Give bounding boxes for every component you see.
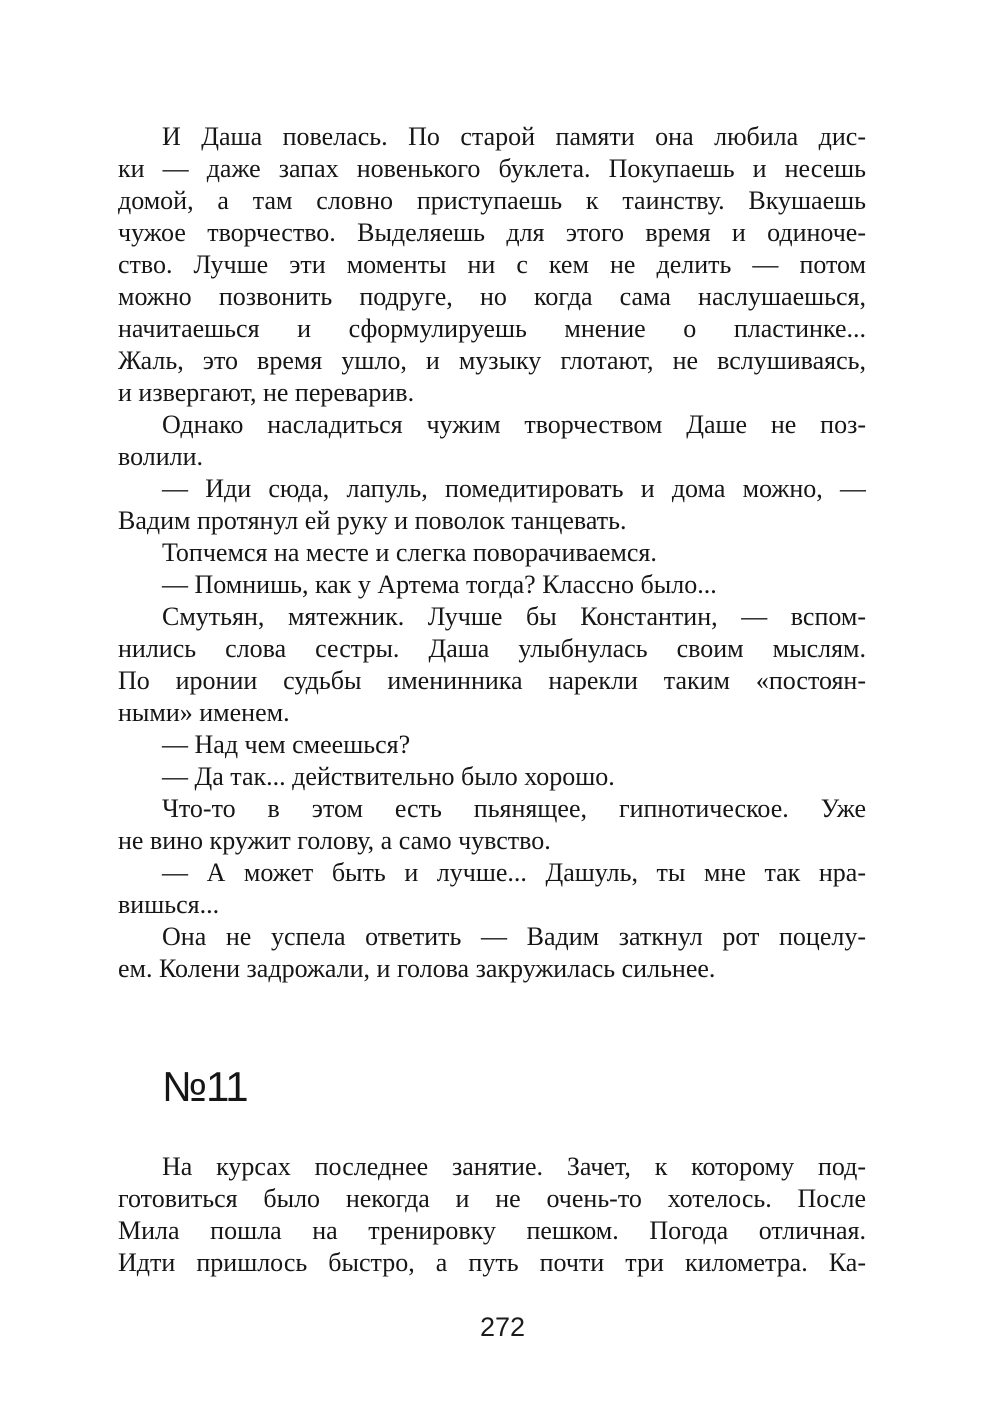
paragraph <box>118 121 866 409</box>
paragraph <box>118 409 866 473</box>
paragraph <box>118 761 866 793</box>
section-heading: №11 <box>162 1063 248 1110</box>
paragraph <box>118 601 866 729</box>
paragraph <box>118 729 866 761</box>
paragraph <box>118 857 866 921</box>
text-line: Смутьян, мятежник. Лучше бы Константин, — вспом- <box>162 602 866 631</box>
text-line: Идти пришлось быстро, а путь почти три километра. Ка- <box>118 1248 866 1277</box>
text-block <box>118 121 866 1279</box>
paragraph <box>118 473 866 537</box>
text-line: и извергают, не переварив. <box>118 378 415 407</box>
text-line: можно позвонить подруге, но когда сама наслушаешься, <box>118 282 866 311</box>
text-line: Она не успела ответить — Вадим заткнул рот поцелу- <box>162 922 866 951</box>
text-line: Топчемся на месте и слегка поворачиваемся. <box>162 538 657 567</box>
text-line: Что-то в этом есть пьянящее, гипнотическое. Уже <box>162 794 866 823</box>
text-line: чужое творчество. Выделяешь для этого время и одиноче- <box>118 218 866 247</box>
text-line: нились слова сестры. Даша улыбнулась своим мыслям. <box>118 634 866 663</box>
text-line: Вадим протянул ей руку и поволок танцевать. <box>118 506 627 535</box>
paragraph <box>118 921 866 985</box>
text-line: ем. Колени задрожали, и голова закружилась сильнее. <box>118 954 716 983</box>
text-line: — Над чем смеешься? <box>162 730 411 759</box>
text-line: готовиться было некогда и не очень-то хотелось. После <box>118 1184 866 1213</box>
text-line: не вино кружит голову, а само чувство. <box>118 826 551 855</box>
text-line: ными» именем. <box>118 698 290 727</box>
text-line: — Иди сюда, лапуль, помедитировать и дома можно, — <box>162 474 866 503</box>
text-line: Мила пошла на тренировку пешком. Погода отличная. <box>118 1216 866 1245</box>
paragraph <box>118 569 866 601</box>
text-line: На курсах последнее занятие. Зачет, к которому под- <box>162 1152 866 1181</box>
text-line: — Да так... действительно было хорошо. <box>162 762 615 791</box>
text-line: И Даша повелась. По старой памяти она любила дис- <box>162 122 866 151</box>
text-line: Однако насладиться чужим творчеством Даше не поз- <box>162 410 866 439</box>
paragraph <box>118 793 866 857</box>
text-line: домой, а там словно приступаешь к таинству. Вкушаешь <box>118 186 866 215</box>
paragraph <box>118 537 866 569</box>
page-footer <box>0 1312 1005 1343</box>
text-line: волили. <box>118 442 204 471</box>
paragraph <box>118 1151 866 1279</box>
text-line: — Помнишь, как у Артема тогда? Классно было... <box>162 570 717 599</box>
text-line: ки — даже запах новенького буклета. Покупаешь и несешь <box>118 154 866 183</box>
text-line: начитаешься и сформулируешь мнение о пластинке... <box>118 314 866 343</box>
page-number: 272 <box>479 1312 526 1342</box>
text-line: вишься... <box>118 890 220 919</box>
text-line: По иронии судьбы именинника нарекли таким «постоян- <box>118 666 866 695</box>
text-line: — А может быть и лучше... Дашуль, ты мне так нра- <box>162 858 866 887</box>
text-line: ство. Лучше эти моменты ни с кем не делить — потом <box>118 250 866 279</box>
text-line: Жаль, это время ушло, и музыку глотают, не вслушиваясь, <box>118 346 866 375</box>
